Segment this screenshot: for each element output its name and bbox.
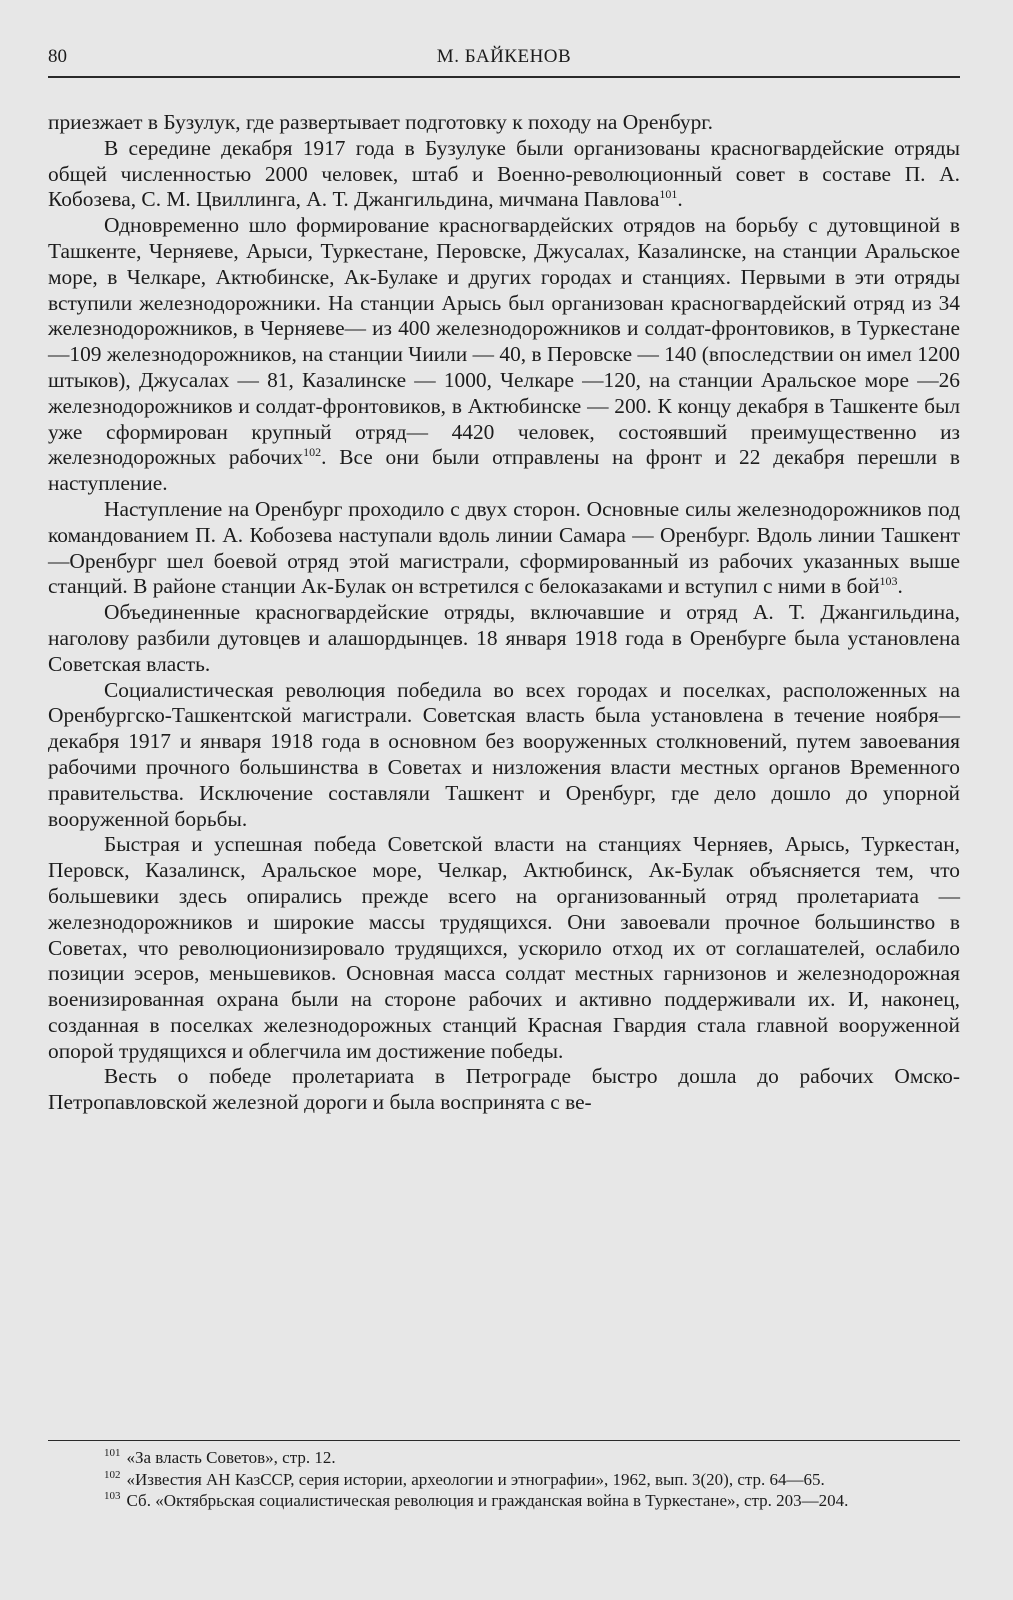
footnote-reference: 103 [879, 574, 898, 589]
paragraph: Социалистическая революция победила во всех городах и поселках, расположенных на Оренбургско-Ташкентской магистрали. Советская власть была установлена в течение ноября—декабря 1917 и января 1918 года в основном без вооруженных столкновений, путем завоевания рабочими прочного большинства в Советах и низложения власти местных органов Временного правительства. Исключение составляли Ташкент и Оренбург, где дело дошло до упорной вооруженной борьбы. [48, 677, 960, 831]
footnote-mark: 102 [104, 1468, 121, 1481]
footnote-text: Сб. «Октябрьская социалистическая революция и гражданская война в Туркестане», стр. 203—204. [126, 1491, 849, 1510]
running-head-author: М. БАЙКЕНОВ [436, 46, 572, 67]
footnote-text: «За власть Советов», стр. 12. [126, 1448, 336, 1467]
footnote-reference: 102 [303, 445, 322, 460]
footnote [48, 1447, 960, 1469]
footnote-mark: 101 [104, 1447, 121, 1460]
paragraph: Наступление на Оренбург проходило с двух сторон. Основные силы железнодорожников под командованием П. А. Кобозева наступали вдоль линии Самара — Оренбург. Вдоль линии Ташкент—Оренбург шел боевой отряд этой магистрали, сформированный из рабочих указанных выше станций. В районе станции Ак-Булак он встретился с белоказаками и вступил с ними в бой$^{103}$. [48, 496, 960, 599]
main-text [48, 110, 960, 1116]
footnote [48, 1490, 960, 1512]
footnote [48, 1469, 960, 1491]
footnote-text: «Известия АН КазССР, серия истории, археологии и этнографии», 1962, вып. 3(20), стр. 64—65. [126, 1469, 825, 1489]
footnote-reference: 101 [659, 187, 678, 202]
paragraph: Весть о победе пролетариата в Петрограде быстро дошла до рабочих Омско-Петропавловской железной дороги и была воспринята с ве- [48, 1064, 960, 1115]
footnotes [48, 1440, 960, 1512]
paragraph: Объединенные красногвардейские отряды, включавшие и отряд А. Т. Джангильдина, наголову разбили дутовцев и алашордынцев. 18 января 1918 года в Оренбурге была установлена Советская власть. [48, 600, 960, 676]
paragraph: приезжает в Бузулук, где развертывает подготовку к походу на Оренбург. [48, 110, 713, 134]
page-number: 80 [48, 46, 67, 67]
paragraph: Быстрая и успешная победа Советской власти на станциях Черняев, Арысь, Туркестан, Перовск, Казалинск, Аральское море, Челкар, Актюбинск, Ак-Булак объясняется тем, что большевики здесь опирались прежде всего на организованный отряд пролетариата — железнодорожников и широкие массы трудящихся. Они завоевали прочное большинство в Советах, что революционизировало трудящихся, ускорило отход их от соглашателей, ослабило позиции эсеров, меньшевиков. Основная масса солдат местных гарнизонов и железнодорожная военизированная охрана были на стороне рабочих и активно поддерживали их. И, наконец, созданная в поселках железнодорожных станций Красная Гвардия стала главной вооруженной опорой трудящихся и облегчила им достижение победы. [48, 832, 960, 1063]
page-header [48, 44, 960, 78]
paragraph: Одновременно шло формирование красногвардейских отрядов на борьбу с дутовщиной в Ташкенте, Черняеве, Арыси, Туркестане, Перовске, Джусалах, Казалинске, на станции Аральское море, в Челкаре, Актюбинске, Ак-Булаке и других городах и станциях. Первыми в эти отряды вступили железнодорожники. На станции Арысь был организован красногвардейский отряд из 34 железнодорожников, в Черняеве— из 400 железнодорожников и солдат-фронтовиков, в Туркестане—109 железнодорожников, на станции Чиили — 40, в Перовске — 140 (впоследствии он имел 1200 штыков), Джусалах — 81, Казалинске — 1000, Челкаре —120, на станции Аральское море —26 железнодорожников и солдат-фронтовиков, в Актюбинске — 200. К концу декабря в Ташкенте был уже сформирован крупный отряд— 4420 человек, состоявший преимущественно из железнодорожных рабочих$^{102}$. Все они были отправлены на фронт и 22 декабря перешли в наступление. [48, 213, 960, 496]
paragraph: В середине декабря 1917 года в Бузулуке были организованы красногвардейские отряды общей численностью 2000 человек, штаб и Военно-революционный совет в составе П. А. Кобозева, С. М. Цвиллинга, А. Т. Джангильдина, мичмана Павлова$^{101}$. [48, 135, 960, 212]
footnote-mark: 103 [104, 1490, 121, 1503]
